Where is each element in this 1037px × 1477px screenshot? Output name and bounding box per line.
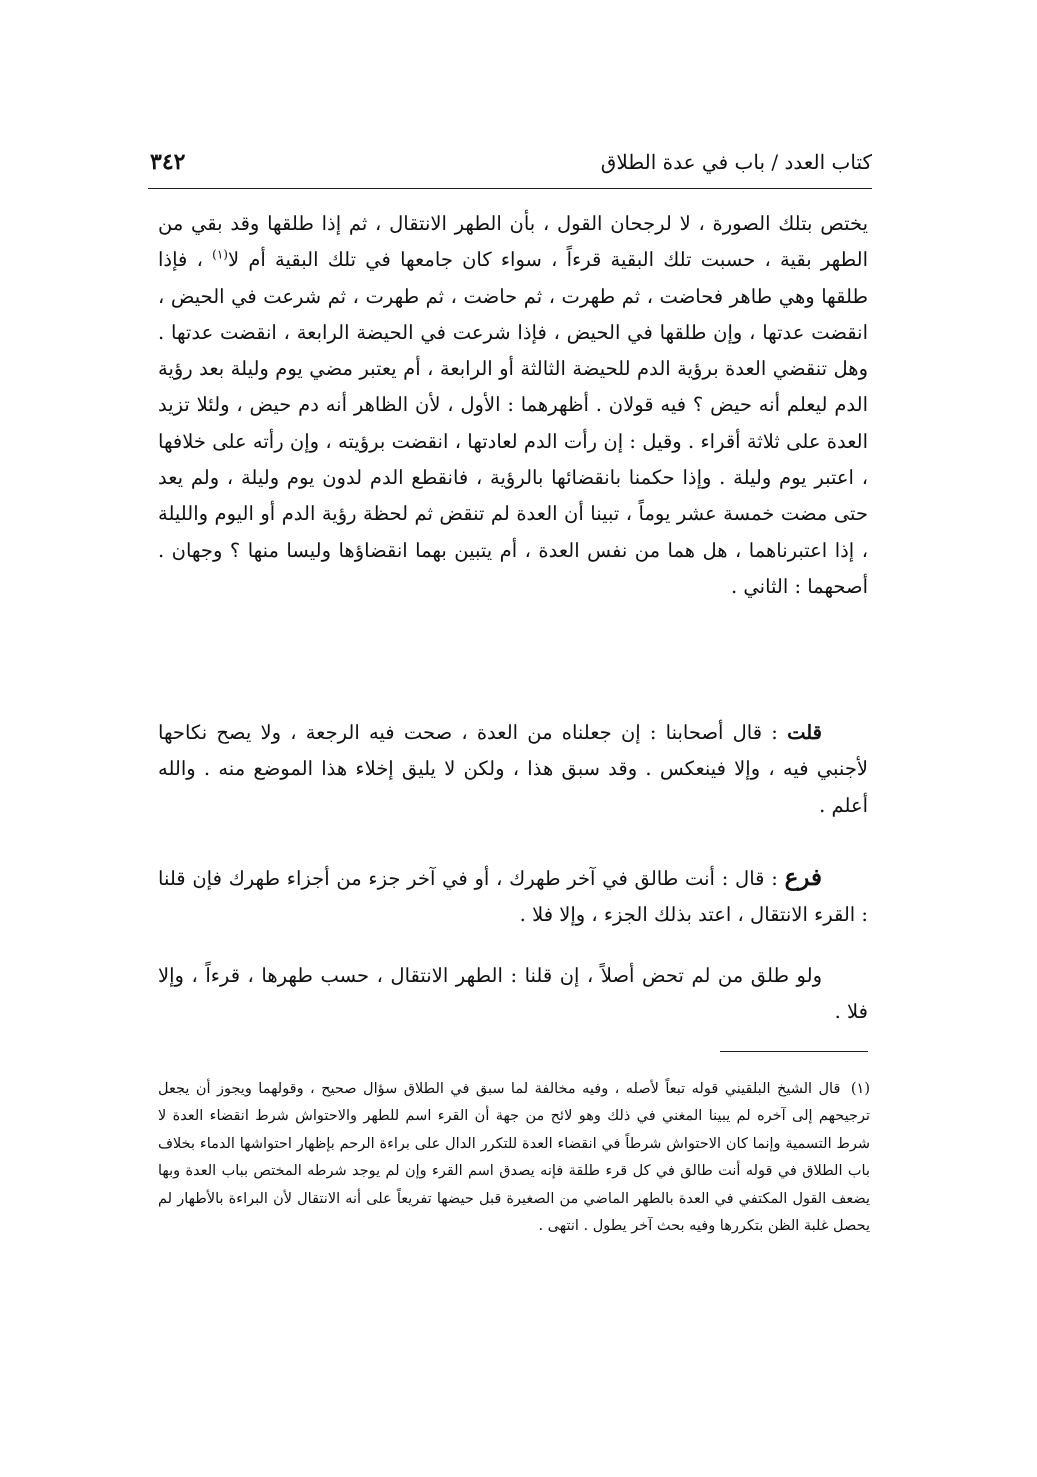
paragraph-3 [158,860,868,934]
header-divider [148,188,872,189]
paragraph-4-text: ولو طلق من لم تحض أصلاً ، إن قلنا : الطهر الانتقال ، حسب طهرها ، قرءاً ، وإلا فلا . [158,964,868,1024]
page-number: ٣٤٢ [150,149,186,175]
paragraph-2-text: : قال أصحابنا : إن جعلناه من العدة ، صحت فيه الرجعة ، ولا يصح نكاحها لأجنبي فيه ، وإلا فينعكس . وقد سبق هذا ، ولكن لا يليق إخلاء هذا الموضع منه . والله أعلم . [158,721,868,817]
footnote-text: قال الشيخ البلقيني قوله تبعاً لأصله ، وفيه مخالفة لما سبق في الطلاق سؤال صحيح ، وقولهما ويجوز أن يجعل ترجيحهم إلى آخره لم يبينا المغني في ذلك وهو لائح من جهة أن القرء اسم للطهر والاحتواش شرط انقضاء العدة لا شرط التسمية وإنما كان الاحتواش شرطاً في انقضاء العدة للتكرر الدال على براءة الرحم بإظهار احتواشها الدماء بخلاف باب الطلاق في قوله أنت طالق في كل قرء طلقة فإنه يصدق اسم القرء وإن لم يوجد شرطه المختص بباب العدة وبها يضعف القول المكتفي في العدة بالطهر الماضي من الصغيرة قبل حيضها تفريعاً على أنه الانتقال لأن البراءة بالأطهار لم يحصل غلبة الظن بتكررها وفيه بحث آخر يطول . انتهى . [158,1081,870,1235]
paragraph-1-part-1: يختص بتلك الصورة ، لا لرجحان القول ، بأن الطهر الانتقال ، ثم إذا طلقها وقد بقي من الطهر بقية ، حسبت تلك البقية قرءاً ، سواء كان جامعها في تلك البقية أم لا [158,212,869,272]
paragraph-3-text: : قال : أنت طالق في آخر طهرك ، أو في آخر جزء من أجزاء طهرك فإن قلنا : القرء الانتقال ، اعتد بذلك الجزء ، وإلا فلا . [158,867,868,927]
paragraph-2-lead: قلت [787,721,822,744]
paragraph-4 [158,958,868,1031]
footnote [158,1076,870,1240]
paragraph-3-lead: فرع [784,864,822,891]
paragraph-2 [158,715,868,824]
paragraph-1 [158,206,868,605]
header-title: كتاب العدد / باب في عدة الطلاق [600,150,872,174]
footnote-number: (١) [850,1081,871,1097]
paragraph-1-part-2: ، فإذا طلقها وهي طاهر فحاضت ، ثم طهرت ، ثم حاضت ، ثم طهرت ، ثم شرعت في الحيض ، انقضت عدتها ، وإن طلقها في الحيض ، فإذا شرعت في الحيضة الرابعة ، انقضت عدتها . وهل تنقضي العدة برؤية الدم للحيضة الثالثة أو الرابعة ، أم يعتبر مضي يوم وليلة بعد رؤية الدم ليعلم أنه حيض ؟ فيه قولان . أظهرهما : الأول ، لأن الظاهر أنه دم حيض ، ولئلا تزيد العدة على ثلاثة أقراء . وقيل : إن رأت الدم لعادتها ، انقضت برؤيته ، وإن رأته على خلافها ، اعتبر يوم وليلة . وإذا حكمنا بانقضائها بالرؤية ، فانقطع الدم لدون يوم وليلة ، ولم يعد حتى مضت خمسة عشر يوماً ، تبينا أن العدة لم تنقض ثم لحظة رؤية الدم أو اليوم والليلة ، إذا اعتبرناهما ، هل هما من نفس العدة ، أم يتبين بهما انقضاؤها وليسا منها ؟ وجهان . أصحهما : الثاني . [158,248,868,598]
footnote-reference: (١) [212,247,228,262]
footnote-divider [720,1051,868,1052]
running-header [150,148,872,180]
